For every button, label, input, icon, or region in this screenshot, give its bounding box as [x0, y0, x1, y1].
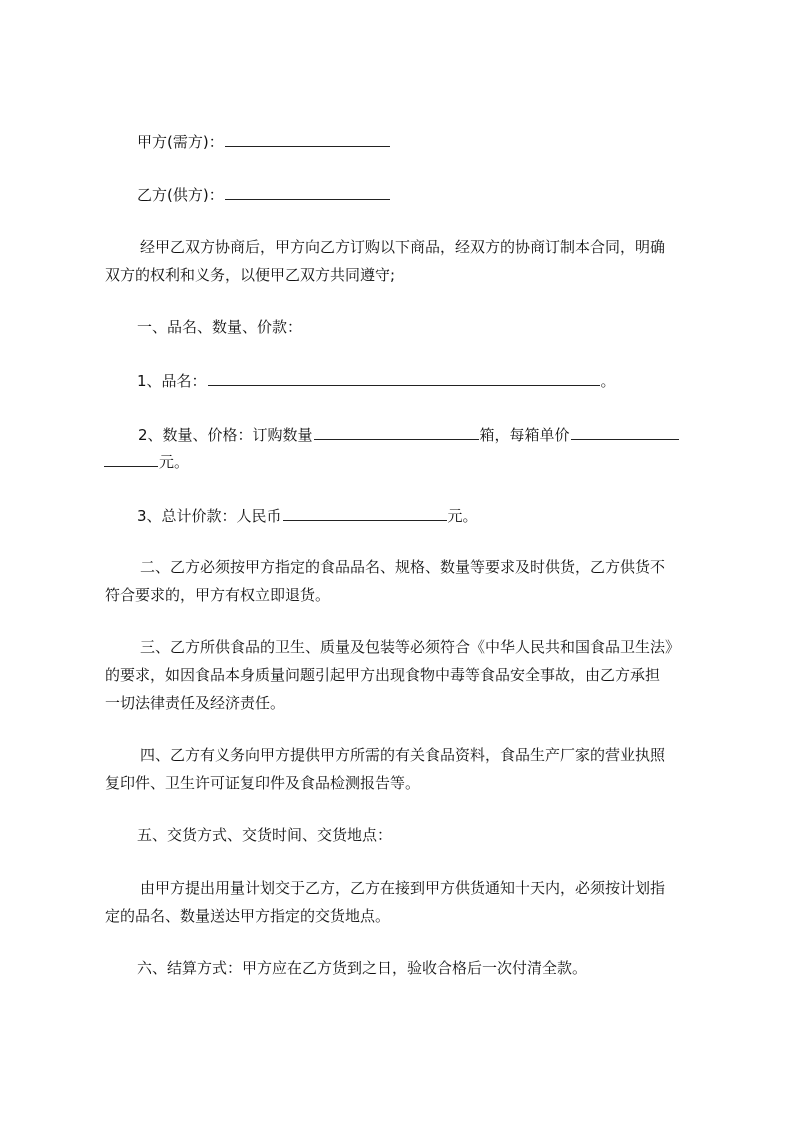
section1-heading: 一、品名、数量、价款： [137, 318, 303, 336]
section5-heading: 五、交货方式、交货时间、交货地点： [137, 826, 393, 844]
party-a-blank[interactable] [225, 131, 390, 147]
section4-line-1: 四、乙方有义务向甲方提供甲方所需的有关食品资料，食品生产厂家的营业执照 [140, 746, 666, 764]
intro-line-1: 经甲乙双方协商后，甲方向乙方订购以下商品，经双方的协商订制本合同，明确 [140, 238, 666, 256]
item2-mid: 箱，每箱单价 [479, 426, 570, 444]
item1-end: 。 [600, 372, 616, 390]
party-b-blank[interactable] [225, 184, 390, 200]
item3-label: 3、总计价款：人民币 [137, 507, 282, 525]
item2-line-1 [138, 424, 680, 445]
party-b-line [137, 184, 391, 205]
intro-line-2: 双方的权利和义务，以便甲乙双方共同遵守; [105, 266, 396, 284]
section2-line-1: 二、乙方必须按甲方指定的食品品名、规格、数量等要求及时供货，乙方供货不 [140, 558, 666, 576]
item3-line [137, 505, 478, 526]
party-a-line [137, 131, 391, 152]
party-a-label: 甲方(需方)： [137, 133, 224, 151]
total-price-blank[interactable] [283, 505, 447, 521]
quantity-blank[interactable] [314, 424, 479, 440]
section4-line-2: 复印件、卫生许可证复印件及食品检测报告等。 [105, 774, 421, 792]
item2-line-2 [104, 451, 189, 472]
item2-end: 元。 [159, 453, 190, 471]
section2-line-2: 符合要求的，甲方有权立即退货。 [105, 586, 331, 604]
unit-price-blank-cont[interactable] [104, 451, 158, 467]
section3-line-3: 一切法律责任及经济责任。 [105, 694, 286, 712]
item1-line [137, 370, 616, 391]
unit-price-blank[interactable] [571, 424, 679, 440]
section3-line-1: 三、乙方所供食品的卫生、质量及包装等必须符合《中华人民共和国食品卫生法》 [140, 638, 681, 656]
item1-label: 1、品名： [137, 372, 207, 390]
item2-label: 2、数量、价格：订购数量 [138, 426, 313, 444]
party-b-label: 乙方(供方)： [137, 186, 224, 204]
section5-line-1: 由甲方提出用量计划交于乙方，乙方在接到甲方供货通知十天内，必须按计划指 [140, 879, 666, 897]
item3-end: 元。 [447, 507, 478, 525]
section6-line-1: 六、结算方式：甲方应在乙方货到之日，验收合格后一次付清全款。 [137, 959, 588, 977]
section5-line-2: 定的品名、数量送达甲方指定的交货地点。 [105, 907, 391, 925]
section3-line-2: 的要求，如因食品本身质量问题引起甲方出现食物中毒等食品安全事故，由乙方承担 [105, 666, 661, 684]
product-name-blank[interactable] [208, 370, 600, 386]
